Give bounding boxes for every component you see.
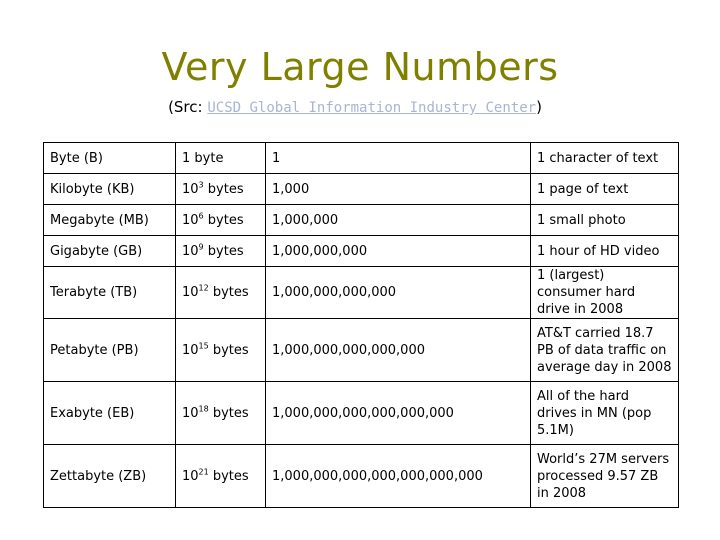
example-cell: AT&T carried 18.7 PB of data traffic on average day in 2008: [531, 319, 679, 382]
power-exponent: 6: [198, 211, 204, 221]
unit-cell: Byte (B): [44, 143, 176, 174]
power-cell: [176, 174, 266, 205]
table-row: [44, 382, 679, 445]
example-cell: 1 (largest) consumer hard drive in 2008: [531, 267, 679, 319]
power-exponent: 15: [198, 341, 209, 351]
example-cell: 1 small photo: [531, 205, 679, 236]
example-cell: 1 page of text: [531, 174, 679, 205]
units-table: [43, 142, 679, 508]
table-row: [44, 236, 679, 267]
power-exponent: 12: [198, 283, 209, 293]
table-row: [44, 445, 679, 508]
table-row: [44, 174, 679, 205]
example-cell: All of the hard drives in MN (pop 5.1M): [531, 382, 679, 445]
unit-cell: Zettabyte (ZB): [44, 445, 176, 508]
power-exponent: 18: [198, 404, 209, 414]
table-row: [44, 205, 679, 236]
unit-cell: Terabyte (TB): [44, 267, 176, 319]
power-cell: 1 byte: [176, 143, 266, 174]
example-cell: World’s 27M servers processed 9.57 ZB in 2008: [531, 445, 679, 508]
power-base: 10: [182, 181, 199, 197]
power-exponent: 3: [198, 180, 204, 190]
power-base: 10: [182, 342, 199, 358]
power-base: 10: [182, 405, 199, 421]
unit-cell: Gigabyte (GB): [44, 236, 176, 267]
power-exponent: 21: [198, 467, 209, 477]
value-cell: 1,000: [266, 174, 531, 205]
power-unit: bytes: [208, 285, 249, 300]
power-base: 10: [182, 468, 199, 484]
power-unit: bytes: [203, 243, 244, 259]
source-note: [0, 98, 710, 116]
value-cell: 1,000,000,000,000,000: [266, 319, 531, 382]
value-cell: 1,000,000,000,000,000,000,000: [266, 445, 531, 508]
power-cell: [176, 319, 266, 382]
power-unit: bytes: [208, 405, 249, 421]
unit-cell: Exabyte (EB): [44, 382, 176, 445]
value-cell: 1: [266, 143, 531, 174]
table-row: [44, 267, 679, 319]
unit-cell: Megabyte (MB): [44, 205, 176, 236]
power-cell: [176, 445, 266, 508]
power-base: 10: [182, 243, 199, 259]
power-cell: [176, 267, 266, 319]
power-cell: [176, 205, 266, 236]
value-cell: 1,000,000,000,000,000,000: [266, 382, 531, 445]
source-suffix: ): [536, 98, 542, 116]
source-link[interactable]: UCSD Global Information Industry Center: [207, 100, 537, 116]
example-cell: 1 hour of HD video: [531, 236, 679, 267]
value-cell: 1,000,000: [266, 205, 531, 236]
power-base: 10: [182, 212, 199, 228]
power-unit: bytes: [203, 212, 244, 228]
power-unit: bytes: [208, 342, 249, 358]
example-cell: 1 character of text: [531, 143, 679, 174]
unit-cell: Kilobyte (KB): [44, 174, 176, 205]
power-base: 10: [182, 285, 199, 300]
source-prefix: (Src:: [168, 98, 208, 116]
power-exponent: 9: [198, 242, 204, 252]
page-title: Very Large Numbers: [161, 45, 559, 89]
table-row: [44, 143, 679, 174]
value-cell: 1,000,000,000,000: [266, 267, 531, 319]
value-cell: 1,000,000,000: [266, 236, 531, 267]
power-unit: bytes: [208, 468, 249, 484]
table-row: [44, 319, 679, 382]
unit-cell: Petabyte (PB): [44, 319, 176, 382]
power-unit: bytes: [203, 181, 244, 197]
power-cell: [176, 382, 266, 445]
power-cell: [176, 236, 266, 267]
